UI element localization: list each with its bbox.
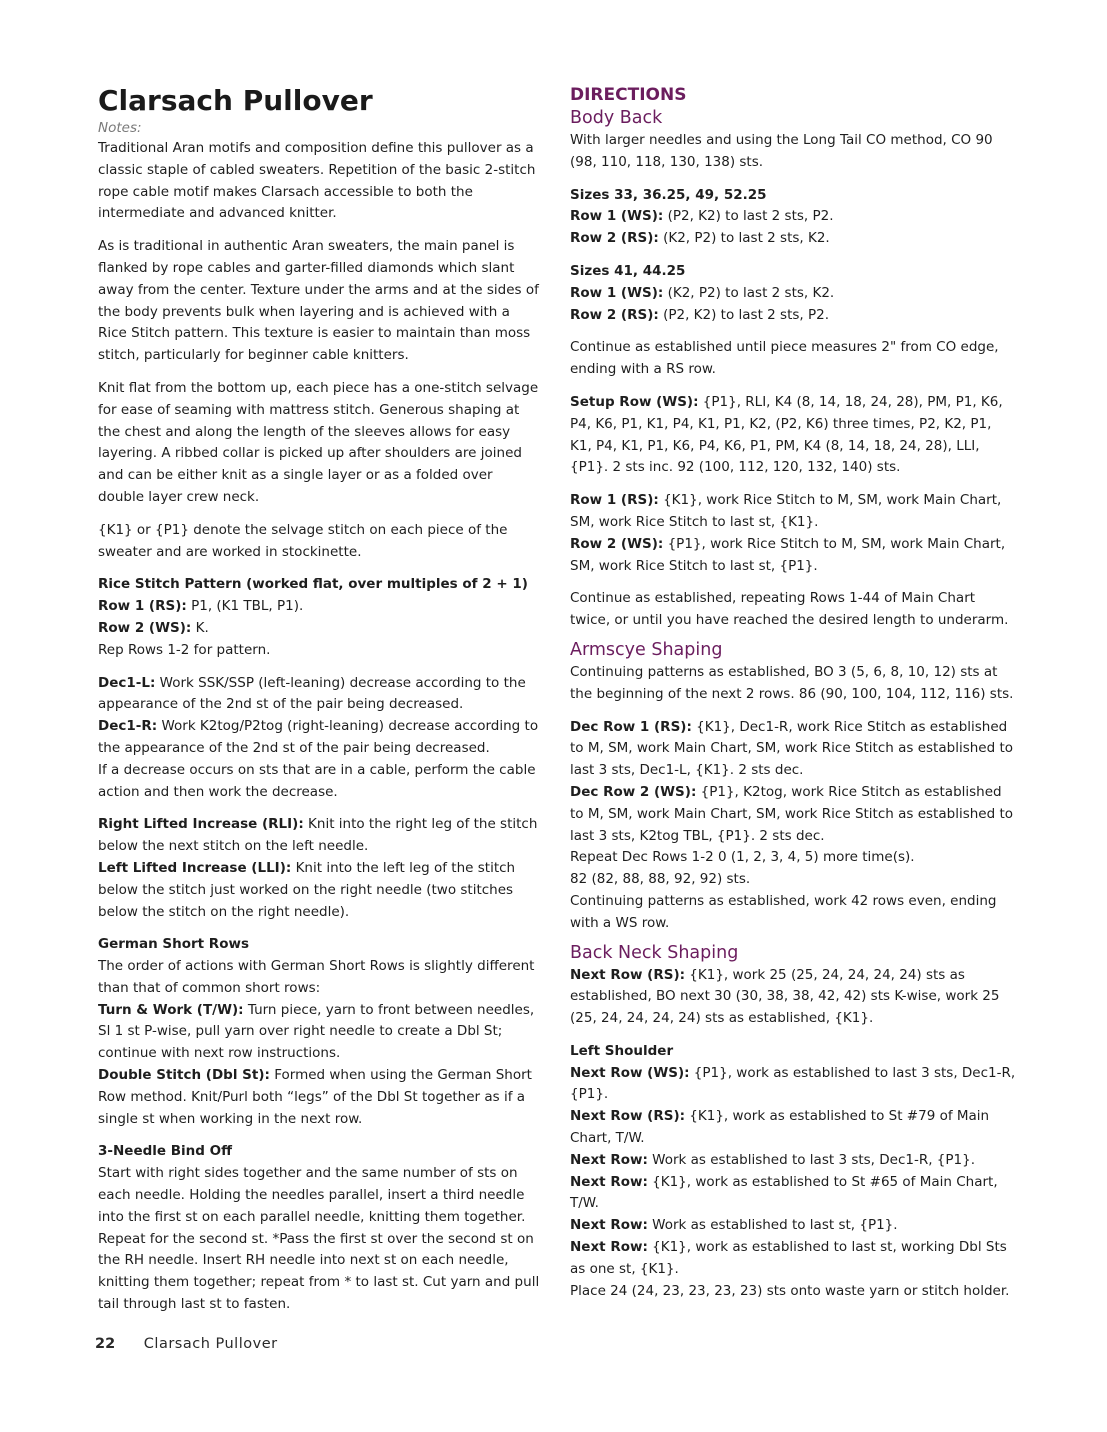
stitch-count: 82 (82, 88, 88, 92, 92) sts. [570, 871, 751, 888]
row-label: Row 2 (WS): [98, 619, 192, 636]
continue-text: Continuing patterns as established, work 42 rows even, ending with a WS row. [570, 892, 997, 931]
row-text: {K1}, work Rice Stitch to M, SM, work Main Chart, SM, work Rice Stitch to last st, {K1}. [570, 492, 1002, 530]
intro-paragraph: {K1} or {P1} denote the selvage stitch on each piece of the sweater and are worked in stockinette. [98, 521, 508, 560]
gsr-intro: The order of actions with German Short Rows is slightly different than that of common short rows: [98, 958, 535, 996]
row-2 [570, 305, 1016, 327]
row-label: Row 1 (RS): [570, 492, 659, 509]
dec-row-1 [570, 717, 1016, 782]
row-label: Row 2 (RS): [570, 306, 659, 323]
term-label: Right Lifted Increase (RLI): [98, 816, 304, 833]
rice-stitch-block [98, 574, 540, 661]
next-row [570, 1237, 1016, 1281]
left-column [98, 84, 540, 1327]
term-label: Left Lifted Increase (LLI): [98, 859, 292, 876]
continue-paragraph: Continue as established until piece measures 2" from CO edge, ending with a RS row. [570, 339, 999, 378]
row-label: Next Row (WS): [570, 1064, 690, 1081]
dbl-st-definition [98, 1065, 540, 1130]
row-text: (P2, K2) to last 2 sts, P2. [658, 306, 829, 323]
row-1 [570, 283, 1016, 305]
row-text: (K2, P2) to last 2 sts, K2. [658, 230, 830, 247]
row-label: Row 2 (WS): [570, 535, 664, 552]
dec1l-definition [98, 673, 540, 717]
sizes-b-block [570, 261, 1016, 326]
row-text: (P2, K2) to last 2 sts, P2. [663, 208, 834, 225]
bind-off-block [98, 1141, 540, 1315]
term-text: Knit into the right leg of the stitch below the next stitch on the left needle. [98, 816, 538, 855]
back-neck-block [570, 965, 1016, 1030]
row-label: Row 1 (RS): [98, 598, 187, 615]
page-footer [95, 1336, 278, 1352]
rice-repeat: Rep Rows 1-2 for pattern. [98, 641, 271, 658]
term-text: Turn piece, yarn to front between needles, Sl 1 st P-wise, pull yarn over right needle to create a Dbl St; continue with next row instructions. [98, 1001, 535, 1062]
row-label: Next Row: [570, 1239, 648, 1256]
intro-paragraph: Knit flat from the bottom up, each piece has a one-stitch selvage for ease of seaming with mattress stitch. Generous shaping at the chest and along the length of the sleeves allows for easy layering. A ribbed collar is picked up after shoulders are joined and can be either knit as a single layer or as a folded over double layer crew neck. [98, 379, 539, 505]
row-label: Row 1 (WS): [570, 284, 664, 301]
rows-block [570, 490, 1016, 577]
row-text: {K1}, work as established to St #65 of Main Chart, T/W. [570, 1173, 998, 1212]
sizes-a-block [570, 185, 1016, 250]
row-1-rs [570, 490, 1016, 534]
row-text: P1, (K1 TBL, P1). [186, 598, 304, 615]
back-neck-heading: Back Neck Shaping [570, 942, 739, 963]
decrease-block [98, 673, 540, 804]
term-label: Dec1-R: [98, 718, 158, 735]
next-row [570, 1106, 1016, 1150]
page-number: 22 [95, 1336, 116, 1352]
intro-paragraph: As is traditional in authentic Aran sweaters, the main panel is flanked by rope cables and garter-filled diamonds which slant away from the center. Texture under the arms and at the sides of the body prevents bulk when layering and is achieved with a Rice Stitch pattern. This texture is easier to maintain than moss stitch, particularly for beginner cable knitters. [98, 238, 539, 364]
directions-heading: DIRECTIONS [570, 85, 687, 105]
dec-row-2 [570, 782, 1016, 847]
dec1r-definition [98, 716, 540, 760]
tw-definition [98, 1000, 540, 1065]
term-text: Knit into the left leg of the stitch below the stitch just worked on the right needle (two stitches below the stitch on the right needle). [98, 859, 516, 920]
row-text: {P1}, work as established to last 3 sts, Dec1-R, {P1}. [570, 1064, 1016, 1103]
rli-definition [98, 814, 540, 858]
row-label: Next Row (RS): [570, 966, 686, 983]
dec-cable-note: If a decrease occurs on sts that are in a cable, perform the cable action and then work the decrease. [98, 761, 536, 800]
setup-row-block [570, 392, 1016, 479]
row-text: Work as established to last st, {P1}. [647, 1217, 898, 1234]
bind-off-text: Start with right sides together and the same number of sts on each needle. Holding the needles parallel, insert a third needle into the first st on each parallel needle, knitting them together. Repeat for the second st. *Pass the first st over the second st on the RH needle. Insert RH needle into next st on each needle, knitting them together; repeat from * to last st. Cut yarn and pull tail through last st to fasten. [98, 1165, 540, 1313]
rice-row-1 [98, 596, 540, 618]
left-shoulder-block [570, 1041, 1016, 1303]
armscye-heading: Armscye Shaping [570, 639, 723, 660]
continue-paragraph: Continue as established, repeating Rows 1-44 of Main Chart twice, or until you have reached the desired length to underarm. [570, 590, 1009, 629]
row-label: Dec Row 1 (RS): [570, 718, 692, 735]
increase-block [98, 814, 540, 923]
body-back-heading: Body Back [570, 108, 663, 128]
row-label: Setup Row (WS): [570, 393, 699, 410]
row-text: {K1}, work as established to St #79 of Main Chart, T/W. [570, 1108, 990, 1147]
row-label: Dec Row 2 (WS): [570, 783, 697, 800]
intro-paragraph: Traditional Aran motifs and composition define this pullover as a classic staple of cabled sweaters. Repetition of the basic 2-stitch rope cable motif makes Clarsach accessible to both the intermediate and advanced knitter. [98, 140, 536, 222]
bind-off-heading: 3-Needle Bind Off [98, 1143, 233, 1160]
gsr-heading: German Short Rows [98, 936, 249, 953]
row-label: Next Row: [570, 1217, 648, 1234]
german-short-rows-block [98, 934, 540, 1130]
rice-row-2 [98, 618, 540, 640]
body-back-intro: With larger needles and using the Long Tail CO method, CO 90 (98, 110, 118, 130, 138) sts. [570, 132, 993, 170]
setup-row [570, 392, 1016, 479]
row-text: {K1}, Dec1-R, work Rice Stitch as established to M, SM, work Main Chart, SM, work Rice Stitch as established to last 3 sts, Dec1-L, {K1}. 2 sts dec. [570, 718, 1014, 779]
next-row [570, 1150, 1016, 1172]
lli-definition [98, 858, 540, 923]
armscye-text: Continuing patterns as established, BO 3 (5, 6, 8, 10, 12) sts at the beginning of the next 2 rows. 86 (90, 100, 104, 112, 116) sts. [570, 663, 1014, 702]
dec-rows-block [570, 717, 1016, 935]
term-label: Dec1-L: [98, 674, 156, 691]
term-text: Work SSK/SSP (left-leaning) decrease according to the appearance of the 2nd st of the pair being decreased. [98, 674, 526, 713]
left-shoulder-heading: Left Shoulder [570, 1042, 674, 1059]
sizes-heading: Sizes 33, 36.25, 49, 52.25 [570, 186, 767, 203]
row-label: Row 1 (WS): [570, 208, 664, 225]
place-sts: Place 24 (24, 23, 23, 23, 23) sts onto waste yarn or stitch holder. [570, 1282, 1010, 1299]
row-text: {P1}, work Rice Stitch to M, SM, work Main Chart, SM, work Rice Stitch to last st, {P1}. [570, 535, 1006, 574]
row-text: (K2, P2) to last 2 sts, K2. [663, 284, 835, 301]
row-label: Next Row: [570, 1173, 648, 1190]
row-label: Next Row (RS): [570, 1108, 686, 1125]
row-text: Work as established to last 3 sts, Dec1-R, {P1}. [647, 1151, 976, 1168]
right-column [570, 84, 1016, 1313]
row-label: Row 2 (RS): [570, 230, 659, 247]
next-row [570, 1063, 1016, 1107]
row-label: Next Row: [570, 1151, 648, 1168]
rice-stitch-heading: Rice Stitch Pattern (worked flat, over multiples of 2 + 1) [98, 576, 528, 593]
row-2-ws [570, 534, 1016, 578]
term-label: Double Stitch (Dbl St): [98, 1067, 270, 1084]
footer-title: Clarsach Pullover [143, 1336, 278, 1352]
notes-label: Notes: [98, 120, 142, 136]
next-row [570, 1215, 1016, 1237]
row-text: {K1}, work as established to last st, working Dbl Sts as one st, {K1}. [570, 1239, 1007, 1277]
row-2 [570, 228, 1016, 250]
row-text: {K1}, work 25 (25, 24, 24, 24, 24) sts as established, BO next 30 (30, 38, 38, 42, 42) sts K-wise, work 25 (25, 24, 24, 24, 24) sts as established, {K1}. [570, 966, 1000, 1027]
row-1 [570, 206, 1016, 228]
term-text: Work K2tog/P2tog (right-leaning) decrease according to the appearance of the 2nd st of the pair being decreased. [98, 718, 539, 756]
term-label: Turn & Work (T/W): [98, 1001, 244, 1018]
next-row [570, 1172, 1016, 1216]
sizes-heading: Sizes 41, 44.25 [570, 262, 686, 279]
row-text: K. [191, 619, 209, 636]
page-title: Clarsach Pullover [98, 84, 373, 117]
next-row [570, 965, 1016, 1030]
term-text: Formed when using the German Short Row method. Knit/Purl both “legs” of the Dbl St together as if a single st when working in the next row. [98, 1067, 532, 1127]
row-text: {P1}, K2tog, work Rice Stitch as established to M, SM, work Main Chart, SM, work Rice Stitch as established to last 3 sts, K2tog TBL, {P1}. 2 sts dec. [570, 783, 1014, 844]
row-text: {P1}, RLI, K4 (8, 14, 18, 24, 28), PM, P1, K6, P4, K6, P1, K1, P4, K1, P1, K2, (P2, K6) three times, P2, K2, P1, K1, P4, K1, P1, K6, P4, K6, P1, PM, K4 (8, 14, 18, 24, 28), LLI, {P1}. 2 sts inc. 92 (100, 112, 120, 132, 140) sts. [570, 393, 1003, 476]
repeat-dec: Repeat Dec Rows 1-2 0 (1, 2, 3, 4, 5) more time(s). [570, 849, 915, 866]
